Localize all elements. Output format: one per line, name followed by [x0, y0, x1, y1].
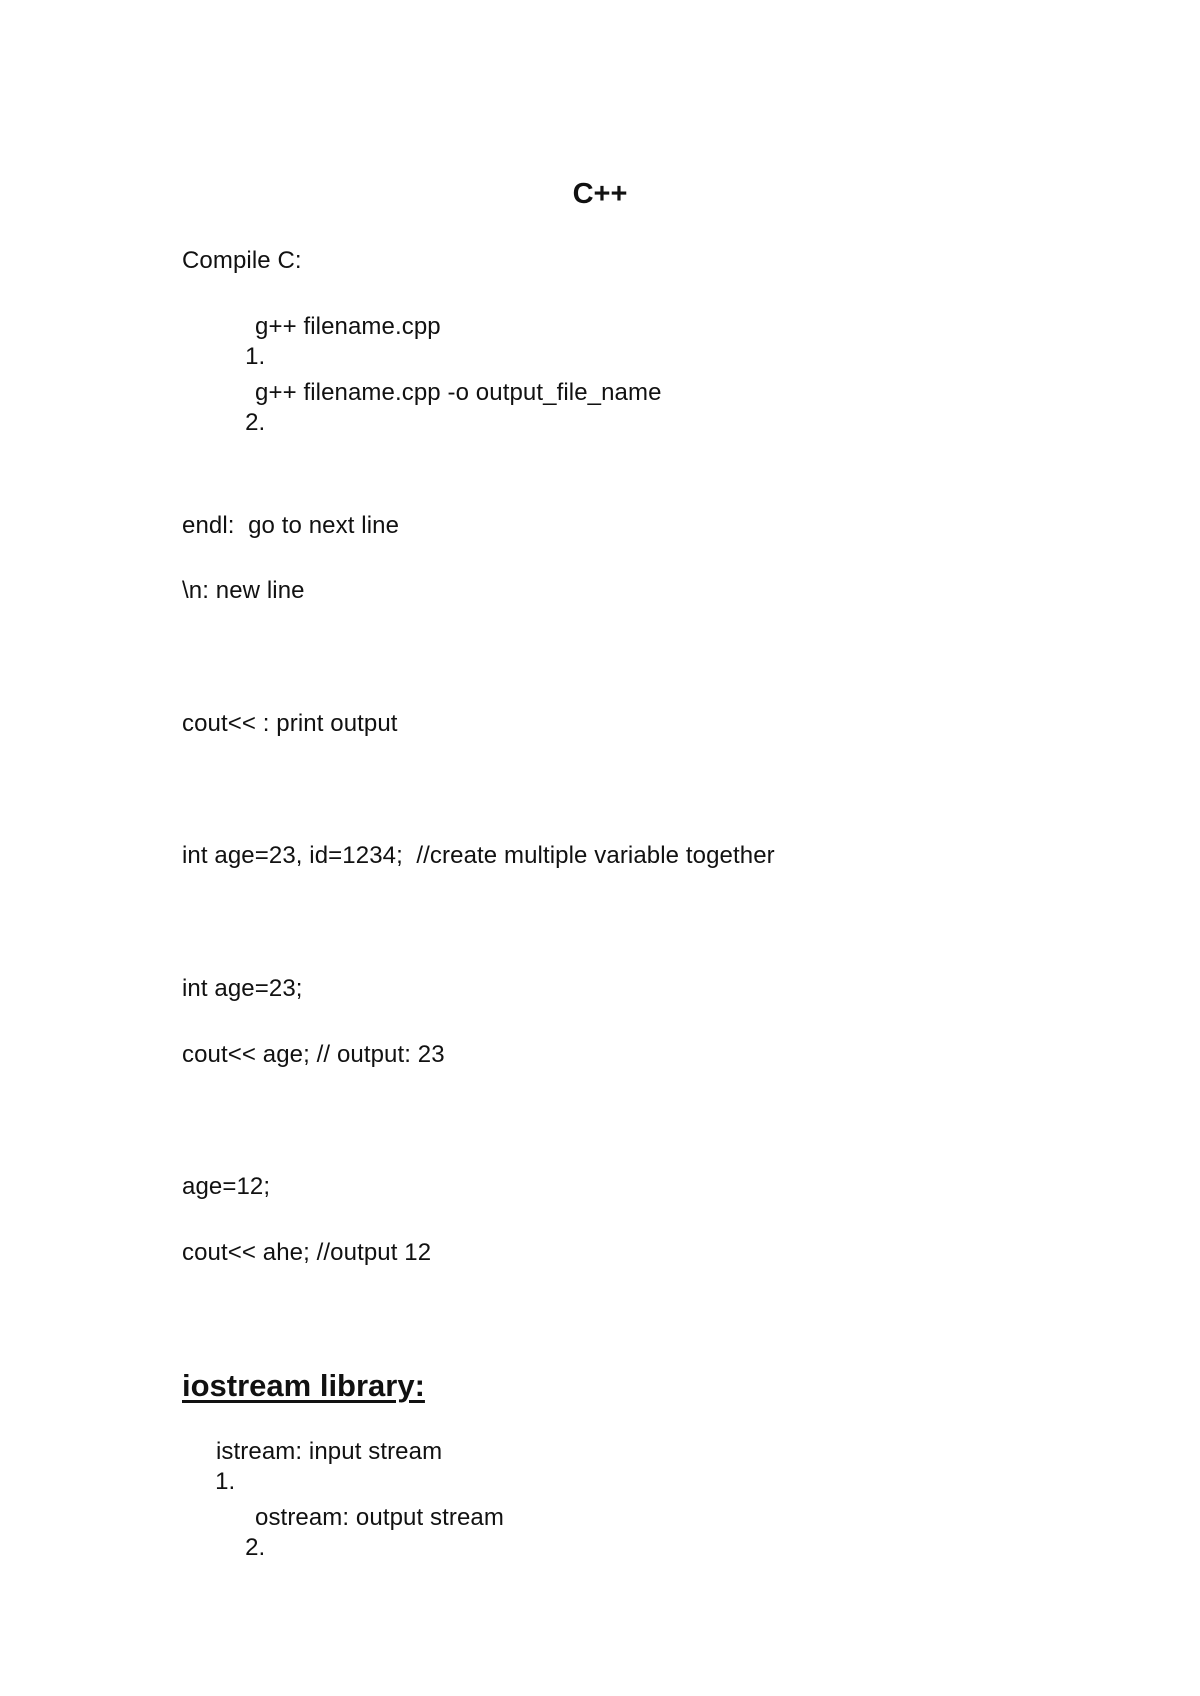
compile-label: Compile C:	[182, 247, 302, 274]
age-declaration: int age=23;	[182, 975, 303, 1002]
list-item-number: 1.	[215, 1468, 236, 1495]
endl-note: endl: go to next line	[182, 512, 400, 539]
cout-age-line: cout<< age; // output: 23	[182, 1041, 445, 1068]
list-item-number: 2.	[245, 409, 266, 436]
list-item-text: g++ filename.cpp -o output_file_name	[255, 379, 662, 406]
list-item-text: istream: input stream	[216, 1438, 443, 1465]
list-item-number: 1.	[245, 343, 266, 370]
page-title: C++	[572, 178, 628, 210]
multi-variable-note: int age=23, id=1234; //create multiple variable together	[182, 842, 775, 869]
list-item-text: g++ filename.cpp	[255, 313, 441, 340]
cout-note: cout<< : print output	[182, 710, 398, 737]
cout-ahe-line: cout<< ahe; //output 12	[182, 1239, 432, 1266]
list-item-number: 2.	[245, 1534, 266, 1561]
age-assignment: age=12;	[182, 1173, 271, 1200]
newline-note: \n: new line	[182, 577, 305, 604]
list-item-text: ostream: output stream	[255, 1504, 504, 1531]
iostream-heading: iostream library:	[182, 1368, 425, 1403]
